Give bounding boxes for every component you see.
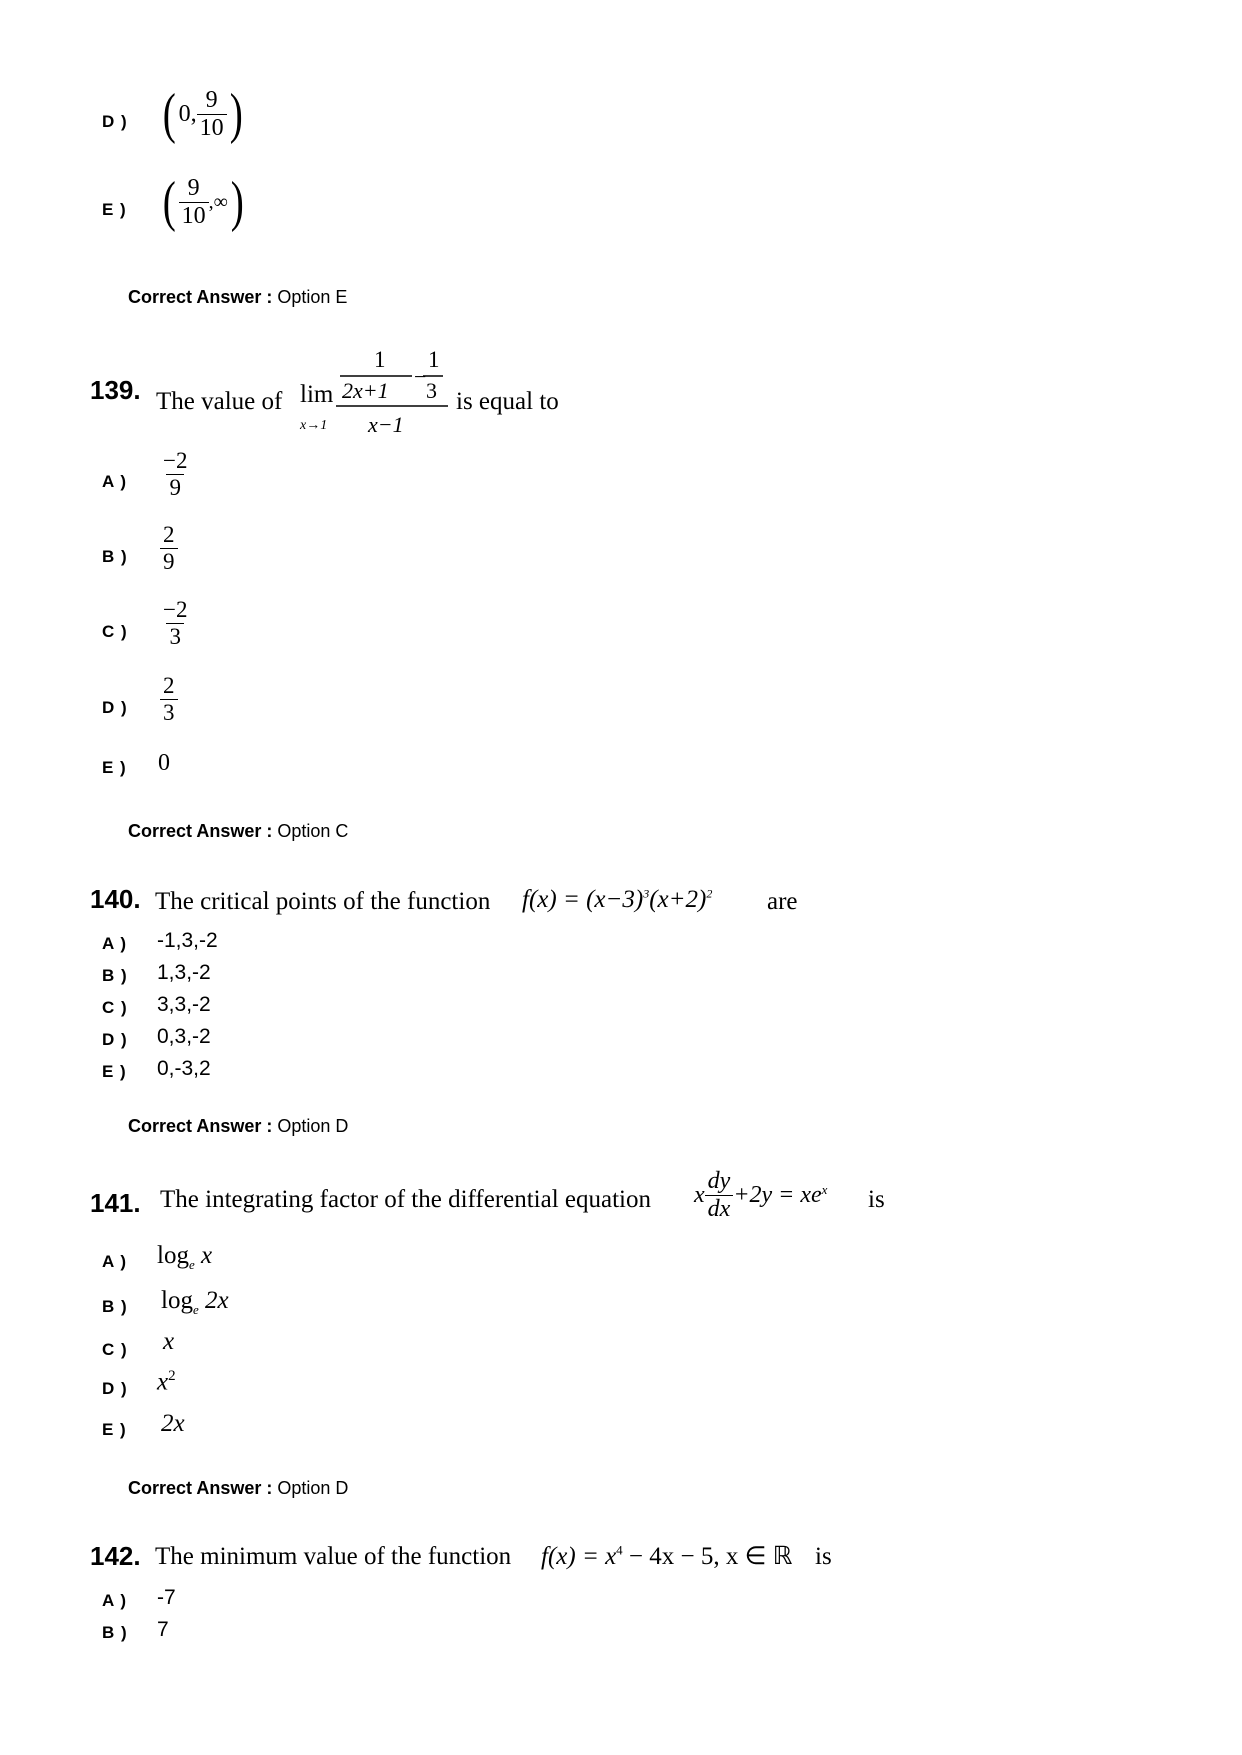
option-letter: E ) (102, 1420, 127, 1439)
option-math: $x^2$ (157, 1368, 176, 1396)
option-math: $\frac{2}{9}$ (160, 522, 178, 575)
option-math: ( 0, $\frac{9}{10}$ ) (162, 83, 243, 145)
question-number: 140. (90, 884, 141, 914)
option-letter: C ) (102, 998, 128, 1017)
option-value: -7 (157, 1586, 176, 1609)
option-math: $\frac{-2}{9}$ (163, 448, 188, 500)
minus-sign: − (414, 364, 427, 389)
correct-answer: Correct Answer : Option D (128, 1116, 349, 1136)
option-math: $\log_e 2x$ (161, 1287, 229, 1317)
lim-subscript: x→1 (300, 418, 328, 433)
correct-answer: Correct Answer : Option D (128, 1478, 349, 1498)
option-letter: D ) (102, 1379, 128, 1398)
option-letter: D ) (102, 698, 128, 717)
option-letter: E ) (102, 200, 127, 219)
function-formula: $f(x) = x^4 - 4x - 5$, x ∈ ℝ (541, 1542, 793, 1570)
question-text: The integrating factor of the differential equation (160, 1186, 652, 1213)
option-value: 0 (158, 750, 170, 776)
inner-num-2: 1 (428, 347, 440, 372)
option-letter: E ) (102, 1062, 127, 1081)
option-math: x (163, 1328, 175, 1355)
question-text-tail: are (767, 888, 798, 915)
option-letter: A ) (102, 1591, 128, 1610)
differential-equation: x $\frac{dy}{dx}$ +2y = xe $^x$ (694, 1168, 828, 1222)
question-text-tail: is (868, 1186, 885, 1213)
option-value: 0,3,-2 (157, 1025, 211, 1048)
inner-den-1: 2x+1 (342, 378, 389, 403)
option-letter: B ) (102, 1297, 128, 1316)
option-letter: B ) (102, 547, 128, 566)
option-value: 0,-3,2 (157, 1057, 211, 1080)
question-text: The minimum value of the function (155, 1543, 512, 1570)
correct-answer: Correct Answer : Option E (128, 287, 348, 307)
question-text-tail: is (815, 1543, 832, 1570)
option-math: $\log_e x$ (157, 1242, 213, 1272)
outer-den: x−1 (368, 412, 404, 437)
option-value: 3,3,-2 (157, 993, 211, 1016)
option-letter: A ) (102, 934, 128, 953)
option-math: ( $\frac{9}{10}$ ,∞ ) (162, 171, 244, 233)
option-letter: A ) (102, 472, 128, 491)
option-letter: E ) (102, 758, 127, 777)
option-letter: D ) (102, 1030, 128, 1049)
option-letter: C ) (102, 1340, 128, 1359)
option-math: 2x (161, 1410, 185, 1437)
question-text: The critical points of the function (155, 888, 491, 915)
inner-den-2: 3 (426, 378, 437, 403)
correct-answer: Correct Answer : Option C (128, 821, 349, 841)
option-letter: B ) (102, 966, 128, 985)
option-value: -1,3,-2 (157, 929, 218, 952)
option-letter: A ) (102, 1252, 128, 1271)
lim-label: lim (300, 381, 334, 408)
question-text: The value of (156, 388, 283, 415)
option-math: $\frac{2}{3}$ (160, 673, 178, 726)
question-number: 139. (90, 375, 141, 405)
question-number: 141. (90, 1188, 141, 1218)
question-number: 142. (90, 1541, 141, 1571)
inner-num-1: 1 (374, 347, 386, 372)
option-value: 7 (157, 1618, 169, 1641)
option-letter: C ) (102, 622, 128, 641)
option-value: 1,3,-2 (157, 961, 211, 984)
option-letter: D ) (102, 112, 128, 131)
question-text-tail: is equal to (456, 388, 559, 415)
option-math: $\frac{-2}{3}$ (163, 597, 188, 649)
function-formula: $f(x) = (x-3)^3(x+2)^2$ (522, 886, 713, 913)
option-letter: B ) (102, 1623, 128, 1642)
